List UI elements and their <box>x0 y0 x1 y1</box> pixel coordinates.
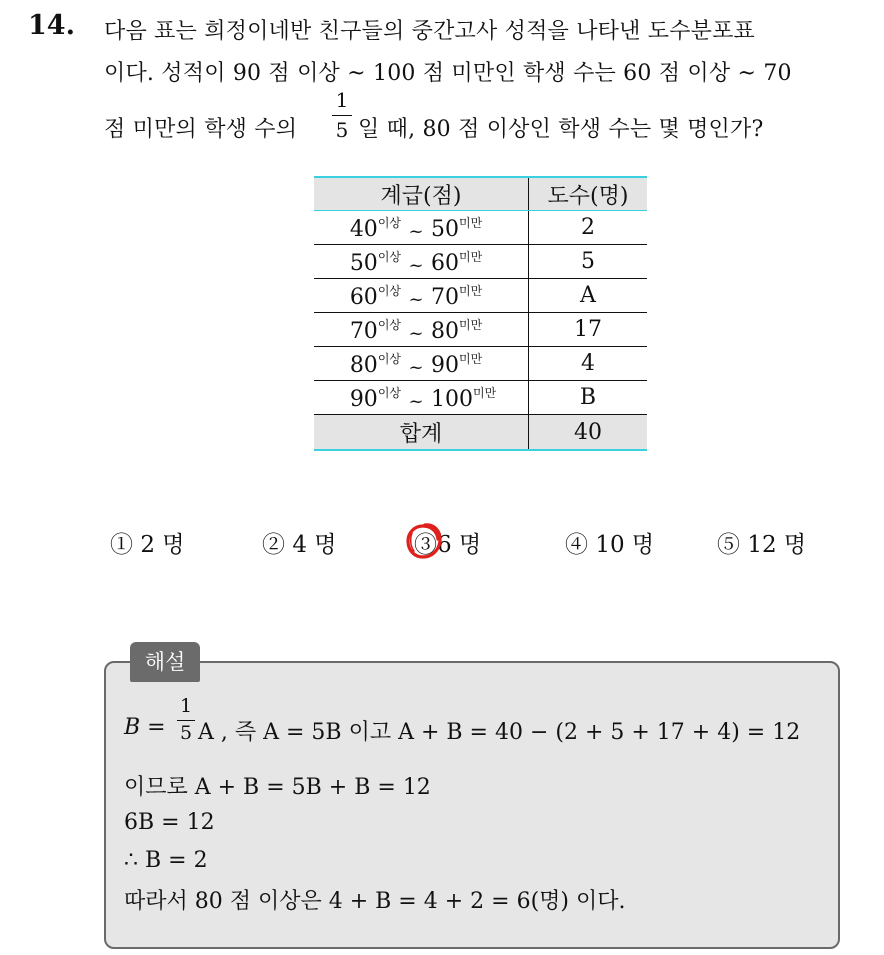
choice-mark: ④ <box>565 532 588 558</box>
question-text-line3-after: 일 때, 80 점 이상인 학생 수는 몇 명인가? <box>358 117 764 142</box>
tilde: ~ <box>408 356 424 378</box>
solution-tag: 해설 <box>130 642 200 682</box>
choice-text: 12 명 <box>747 532 807 558</box>
choice-5[interactable] <box>717 526 806 559</box>
question-text-line3-before: 점 미만의 학생 수의 <box>104 117 298 142</box>
sup-lower: 이상 <box>377 351 401 366</box>
question-fraction <box>332 90 352 140</box>
sup-lower: 이상 <box>377 283 401 298</box>
choice-2[interactable] <box>262 526 336 559</box>
sup-upper: 미만 <box>459 215 483 230</box>
sup-lower: 이상 <box>377 385 401 400</box>
table-row <box>314 313 647 347</box>
frequency-cell: B <box>529 381 648 415</box>
choice-text: 10 명 <box>595 532 655 558</box>
solution-line4: ∴ B = 2 <box>124 848 208 873</box>
fraction-bar <box>177 720 195 721</box>
class-lower: 50 <box>349 250 378 276</box>
sup-lower: 이상 <box>377 317 401 332</box>
fraction-bar <box>332 115 352 116</box>
answer-circle-mark-icon <box>404 521 444 561</box>
frequency-cell: A <box>529 279 648 313</box>
header-frequency: 도수(명) <box>529 177 648 211</box>
class-interval <box>314 279 529 313</box>
sup-upper: 미만 <box>459 317 483 332</box>
choice-1[interactable] <box>110 526 184 559</box>
table-row <box>314 245 647 279</box>
solution-line3: 6B = 12 <box>124 810 215 835</box>
table-total-row <box>314 415 647 451</box>
solution-fraction <box>177 697 195 743</box>
class-interval <box>314 381 529 415</box>
question-text-line2: 이다. 성적이 90 점 이상 ~ 100 점 미만인 학생 수는 60 점 이상 ~ 70 <box>104 61 792 86</box>
fraction-denominator: 5 <box>179 722 193 744</box>
sup-lower: 이상 <box>377 249 401 264</box>
class-interval <box>314 313 529 347</box>
frequency-cell: 4 <box>529 347 648 381</box>
choice-mark: ⑤ <box>717 532 740 558</box>
class-interval <box>314 347 529 381</box>
tilde: ~ <box>408 390 424 412</box>
tilde: ~ <box>408 220 424 242</box>
table-row <box>314 279 647 313</box>
fraction-numerator: 1 <box>335 88 349 112</box>
class-lower: 40 <box>349 216 378 242</box>
solution-line2: 이므로 A + B = 5B + B = 12 <box>124 775 431 800</box>
choice-mark: ② <box>262 532 285 558</box>
class-lower: 80 <box>349 352 378 378</box>
choice-text: 2 명 <box>140 532 185 558</box>
table-row <box>314 211 647 245</box>
solution-line1-pre: B = <box>124 715 166 740</box>
frequency-table <box>314 176 647 451</box>
choice-mark: ① <box>110 532 133 558</box>
solution-line5: 따라서 80 점 이상은 4 + B = 4 + 2 = 6(명) 이다. <box>124 889 626 914</box>
table-row <box>314 381 647 415</box>
tilde: ~ <box>408 254 424 276</box>
frequency-cell: 17 <box>529 313 648 347</box>
total-value: 40 <box>529 415 648 451</box>
question-text-line1: 다음 표는 희정이네반 친구들의 중간고사 성적을 나타낸 도수분포표 <box>104 19 756 44</box>
choice-text: 4 명 <box>292 532 337 558</box>
sup-upper: 미만 <box>459 249 483 264</box>
class-lower: 70 <box>349 318 378 344</box>
class-upper: 60 <box>431 250 459 276</box>
frequency-cell: 2 <box>529 211 648 245</box>
solution-line1-post: A , 즉 A = 5B 이고 A + B = 40 − (2 + 5 + 17 + 4) = 12 <box>198 720 801 745</box>
choice-text: 6 명 <box>437 532 482 558</box>
table-header-row <box>314 177 647 211</box>
class-interval <box>314 211 529 245</box>
class-lower: 60 <box>349 284 378 310</box>
class-upper: 50 <box>431 216 459 242</box>
class-upper: 70 <box>431 284 459 310</box>
fraction-denominator: 5 <box>335 118 349 142</box>
class-interval <box>314 245 529 279</box>
sup-upper: 미만 <box>459 351 483 366</box>
sup-upper: 미만 <box>459 283 483 298</box>
frequency-cell: 5 <box>529 245 648 279</box>
question-number: 14. <box>28 10 75 41</box>
tilde: ~ <box>408 288 424 310</box>
choice-4[interactable] <box>565 526 654 559</box>
sup-lower: 이상 <box>377 215 401 230</box>
total-label: 합계 <box>314 415 529 451</box>
header-class: 계급(점) <box>314 177 529 211</box>
class-upper: 90 <box>431 352 459 378</box>
tilde: ~ <box>408 322 424 344</box>
class-upper: 100 <box>431 386 473 412</box>
class-lower: 90 <box>349 386 378 412</box>
choice-mark: ③ <box>414 532 437 558</box>
fraction-numerator: 1 <box>179 695 193 717</box>
class-upper: 80 <box>431 318 459 344</box>
table-row <box>314 347 647 381</box>
sup-upper: 미만 <box>473 385 497 400</box>
